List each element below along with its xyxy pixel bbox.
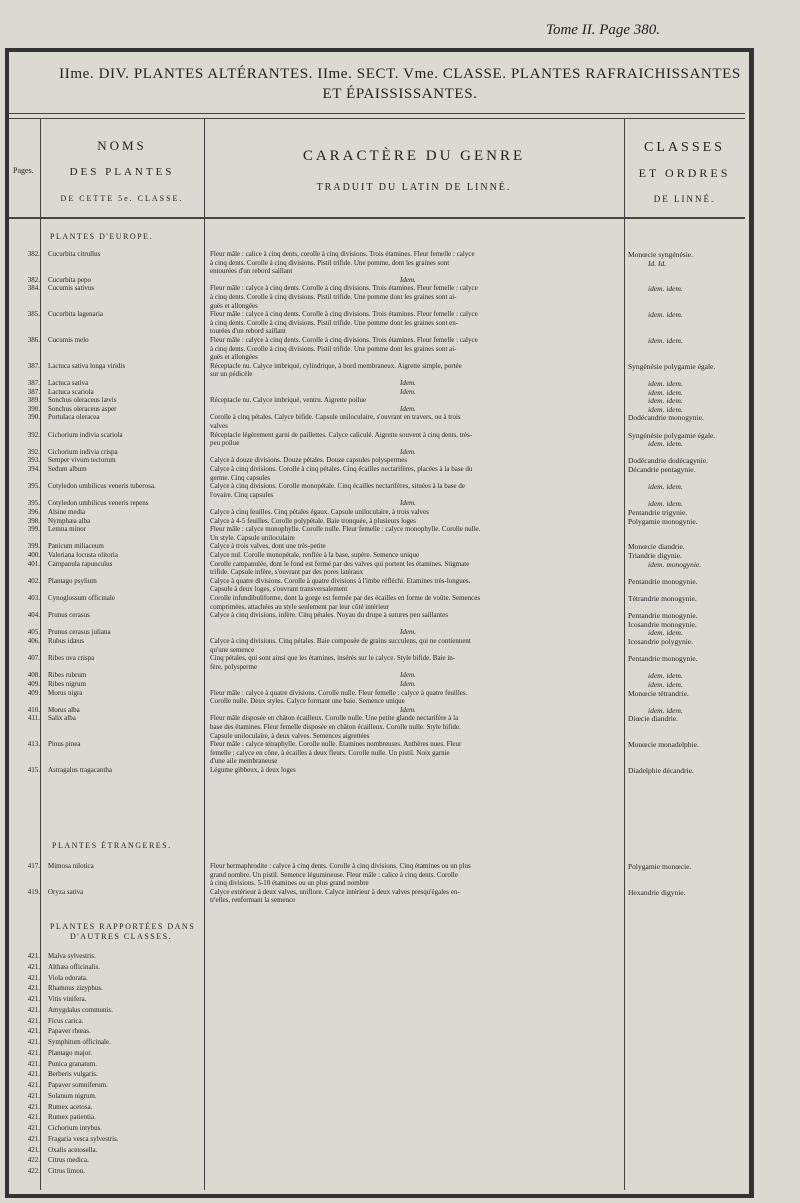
europe-character-line: Idem. (400, 671, 416, 680)
europe-character-line: guës et allongées (210, 353, 258, 362)
europe-page-number: 392. (27, 447, 40, 456)
europe-character-line: Fleur mâle : calyce à cinq dents. Corolle à cinq divisions. Trois étamines. Fleur femelle : calyce (210, 336, 478, 344)
europe-character-line: Idem. (400, 499, 416, 508)
rapportee-page-number: 421. (27, 1027, 40, 1036)
page-title: IIme. DIV. PLANTES ALTÉRANTES. IIme. SECT. Vme. CLASSE. PLANTES RAFRAICHISSANTES (59, 66, 741, 82)
rapportee-page-number: 421. (27, 1134, 40, 1143)
europe-character-line: germe. Cinq capsules (210, 473, 271, 482)
rapportee-plant-name: Vitis vinifera. (48, 995, 87, 1004)
europe-linne-class: Id. Id. (648, 258, 667, 268)
europe-character-line: Idem. (400, 387, 416, 396)
header-ordres: ET ORDRES (638, 166, 731, 180)
rapportee-page-number: 421. (27, 984, 40, 993)
europe-plant-name: Panicum miliaceum (48, 542, 104, 551)
header-pages: Pages. (13, 166, 34, 175)
europe-linne-class: idem. idem. (648, 396, 683, 406)
rapportee-plant-name: Ficus carica. (48, 1016, 84, 1025)
europe-linne-class: Dodécandrie dodécagynie. (628, 456, 708, 466)
europe-plant-name: Lactuca sativa longa viridis (48, 361, 126, 370)
europe-plant-name: Lactuca sativa (48, 379, 89, 387)
etrangeres-plant-name: Mimosa nilotica (48, 862, 94, 870)
europe-plant-name: Morus nigra (48, 688, 83, 697)
europe-page-number: 387. (27, 379, 40, 387)
rapportee-plant-name: Plantago major. (48, 1048, 92, 1057)
europe-page-number: 411. (28, 714, 40, 723)
europe-linne-class: Monœcie monadelphie. (628, 740, 699, 750)
etrangeres-linne-class: Hexandrie digynie. (628, 887, 686, 897)
europe-linne-class: Diœcie diandrie. (628, 714, 678, 724)
europe-character-line: Idem. (400, 404, 416, 413)
europe-plant-name: Cucurbita pepo (48, 275, 91, 284)
europe-character-line: fère, polysperme (210, 662, 258, 671)
europe-linne-class: Triandrie digynie. (628, 551, 682, 560)
europe-plant-name: Portulaca oleracea (48, 413, 100, 422)
europe-plant-name: Cucumis melo (48, 336, 89, 344)
europe-character-line: Corolle nulle. Deux styles. Calyce formant une baie. Semence unique (210, 697, 405, 706)
header-classes: CLASSES (644, 140, 725, 155)
europe-character-line: Calyce à 4-5 feuilles. Corolle polypétale. Baie tronquée, à plusieurs loges (210, 516, 416, 525)
europe-plant-name: Cichorium indivia scariola (48, 430, 123, 439)
europe-character-line: Calyce à douze divisions. Douze pétales. Douze capsules polyspermes (210, 456, 408, 465)
col-divider-noms (204, 118, 205, 1190)
running-head: Tome II. Page 380. (546, 22, 661, 38)
europe-plant-name: Ribes uva crispa (48, 654, 95, 663)
rapportee-page-number: 422. (27, 1156, 40, 1165)
europe-page-number: 393. (27, 456, 40, 465)
rapportee-plant-name: Rumex acetosa. (48, 1102, 93, 1111)
rapportee-page-number: 421. (27, 1081, 40, 1090)
header-traduit: TRADUIT DU LATIN DE LINNÉ. (316, 182, 512, 193)
europe-linne-class: idem. idem. (648, 310, 683, 320)
etrangeres-page-number: 419. (27, 887, 40, 896)
europe-page-number: 407. (27, 654, 40, 663)
europe-linne-class: idem. idem. (648, 379, 683, 388)
europe-plant-name: Alsine media (48, 508, 86, 516)
europe-plant-name: Valeriana locusta olitoria (48, 551, 118, 559)
etrangeres-character-line: Fleur hermaphrodite : calyce à cinq dents. Corolle à cinq divisions. Cinq étamines ou un plus (210, 862, 471, 870)
europe-plant-name: Pinus pinea (48, 740, 81, 749)
europe-character-line: Calyce à cinq divisions, infère. Cinq pétales. Noyau du drupe à sutures peu saillantes (210, 611, 448, 620)
europe-linne-class: Décandrie pentagynie. (628, 465, 696, 474)
etrangeres-character-line: à cinq divisions. 5-10 étamines ou un plus grand nombre (210, 879, 369, 888)
rapportee-plant-name: Oxalis acetosella. (48, 1145, 98, 1154)
europe-plant-name: Lactuca scariola (48, 387, 94, 396)
europe-page-number: 399. (27, 525, 40, 534)
europe-page-number: 382. (27, 275, 40, 284)
rapportee-plant-name: Punica granatum. (48, 1059, 97, 1068)
europe-page-number: 395. (27, 482, 40, 491)
europe-linne-class: idem. idem. (648, 439, 683, 449)
europe-plant-name: Campanula rapunculus (48, 559, 113, 568)
rapportee-page-number: 421. (27, 995, 40, 1004)
europe-page-number: 387. (27, 361, 40, 370)
europe-character-line: Idem. (400, 275, 416, 284)
europe-character-line: à cinq dents. Corolle à cinq divisions. Pistil trifide. Une pomme dont les graines sont en- (210, 318, 459, 327)
europe-plant-name: Rubus idæus (48, 637, 84, 645)
europe-page-number: 408. (27, 671, 40, 680)
europe-page-number: 394. (27, 465, 40, 473)
europe-character-line: Fleur mâle : calyce tétraphylle. Corolle nulle. Etamines nombreuses. Anthères nues. Fleur (210, 740, 462, 749)
europe-linne-class: Polygamie monogynie. (628, 516, 698, 526)
europe-plant-name: Morus alba (48, 705, 80, 714)
europe-linne-class: Diadelphie décandrie. (628, 766, 694, 775)
europe-page-number: 402. (27, 576, 40, 585)
europe-character-line: Corolle infundibuliforme, dont la gorge est fermée par des écailles en forme de voûte. Semences (210, 594, 481, 602)
europe-character-line: Fleur mâle disposée en châton écailleux. Corolle nulle. Une petite glande nectarifère à la (210, 714, 459, 723)
europe-character-line: Cinq pétales, qui sont ainsi que les étamines, insérés sur le calyce. Style bifide. Baie in- (210, 654, 456, 663)
rapportee-page-number: 421. (27, 1048, 40, 1057)
rapportee-plant-name: Citrus limon. (48, 1167, 85, 1176)
europe-page-number: 403. (27, 594, 40, 602)
europe-character-line: Calyce nul. Corolle monopétale, renflée à la base, supère. Semence unique (210, 551, 420, 559)
europe-character-line: Calyce à cinq divisions. Cinq pétales. Baie composée de grains succulens, qui ne contiennent (210, 637, 471, 645)
europe-page-number: 392. (27, 430, 40, 439)
europe-character-line: Capsule uniloculaire, à deux valves. Semences aigrettées (210, 731, 370, 740)
europe-character-line: femelle : calyce en cône, à écailles à deux fleurs. Corolle nulle. Un pistil. Noix garnie (210, 748, 450, 757)
rapportee-page-number: 421. (27, 973, 40, 982)
europe-page-number: 409. (27, 680, 40, 688)
europe-linne-class: idem. idem. (648, 499, 683, 509)
col-divider-classes (624, 118, 625, 1190)
rapportee-plant-name: Rhamnus zizyphus. (48, 984, 103, 993)
europe-character-line: à cinq dents. Corolle à cinq divisions. Pistil trifide. Une pomme, dont les graines sont (210, 258, 450, 267)
rapportee-page-number: 421. (27, 1070, 40, 1079)
rapportee-plant-name: Papaver somniferum. (48, 1081, 108, 1090)
europe-character-line: Calyce à cinq feuilles. Cinq pétales égaux. Capsule uniloculaire, à trois valves (210, 508, 429, 516)
header-noms: NOMS (97, 138, 147, 153)
header-de-linne: DE LINNÉ. (653, 194, 716, 204)
europe-plant-name: Ribes nigrum (48, 680, 86, 688)
europe-character-line: Légume gibbeux, à deux loges (210, 766, 296, 774)
europe-plant-name: Nymphæa alba (48, 516, 91, 525)
europe-plant-name: Cotyledon umbilicus veneris tuberosa. (48, 482, 156, 491)
europe-character-line: qu'une semence (210, 645, 255, 654)
europe-character-line: à cinq dents. Corolle à cinq divisions. Pistil trifide. Une pomme dont les graines sont ai- (210, 344, 457, 353)
europe-plant-name: Sedum album (48, 465, 87, 473)
europe-character-line: tourées d'un rebord saillant (210, 327, 286, 336)
europe-character-line: Calyce à quatre divisions. Corolle à quatre divisions à l'imbe réfléchi. Etamines très-longues. (210, 576, 471, 585)
europe-character-line: valves (210, 422, 228, 430)
rapportee-plant-name: Solanum nigrum. (48, 1091, 97, 1100)
europe-page-number: 390. (27, 413, 40, 422)
europe-page-number: 406. (27, 637, 40, 645)
rapportee-plant-name: Althæa officinalis. (48, 962, 100, 971)
europe-plant-name: Astragalus tragacantha (48, 766, 112, 774)
rule-header (9, 217, 745, 219)
europe-linne-class: Pentandrie monogynie. (628, 576, 698, 586)
rapportee-plant-name: Fragaria vesca sylvestris. (48, 1134, 119, 1143)
europe-page-number: 384. (27, 284, 40, 293)
europe-page-number: 413. (27, 740, 40, 749)
europe-plant-name: Cynoglossum officinale (48, 594, 115, 602)
europe-page-number: 390. (27, 404, 40, 413)
europe-page-number: 385. (27, 310, 40, 319)
europe-linne-class: Monœcie syngénésie. (628, 250, 693, 259)
europe-plant-name: Cotyledon umbilicus veneris repens (48, 499, 149, 508)
europe-plant-name: Plantago psylium (48, 576, 97, 585)
rapportee-page-number: 421. (27, 1124, 40, 1133)
europe-plant-name: Prunus cerasus (48, 611, 90, 620)
section-rapportees-line2: D'AUTRES CLASSES. (70, 932, 173, 941)
europe-page-number: 410. (27, 705, 40, 714)
europe-character-line: Idem. (400, 447, 416, 456)
europe-character-line: Idem. (400, 379, 416, 387)
header-caractere: CARACTÈRE DU GENRE (302, 148, 526, 164)
europe-character-line: Fleur mâle : calyce à quatre divisions. Corolle nulle. Fleur femelle : calyce à quatre feuilles. (210, 688, 468, 697)
rapportee-plant-name: Symphitum officinale. (48, 1038, 111, 1047)
europe-linne-class: idem. idem. (648, 705, 683, 715)
europe-plant-name: Lemna minor (48, 525, 86, 534)
section-europe: PLANTES D'EUROPE. (50, 232, 153, 241)
europe-character-line: Idem. (400, 705, 416, 714)
europe-character-line: d'une aile membraneuse (210, 757, 278, 766)
europe-character-line: Capsule à deux loges, s'ouvrant transversalement (210, 585, 348, 594)
europe-linne-class: Tétrandrie monogynie. (628, 594, 697, 603)
rapportee-page-number: 421. (27, 952, 40, 960)
europe-linne-class: idem. idem. (648, 284, 683, 294)
rapportee-plant-name: Malva sylvestris. (48, 952, 96, 960)
europe-character-line: base des étamines. Fleur femelle disposée en châton écailleux. Corolle nulle. Style bifide. (210, 723, 461, 731)
europe-character-line: Réceptacle nu. Calyce imbriqué, cylindrique, à bord membraneux. Aigrette simple, portée (210, 361, 462, 370)
europe-linne-class: Pentandrie trigynie. (628, 508, 688, 517)
europe-linne-class: idem. monogynie. (648, 559, 702, 569)
europe-page-number: 401. (27, 559, 40, 568)
europe-linne-class: Pentandrie monogynie. (628, 654, 698, 664)
europe-plant-name: Ribes rubrum (48, 671, 87, 680)
etrangeres-page-number: 417. (27, 862, 40, 870)
rapportee-plant-name: Citrus medica. (48, 1156, 89, 1165)
europe-character-line: Réceptacle légèrement garni de paillettes. Calyce caliculé. Aigrette souvent à cinq dents, très- (210, 430, 473, 439)
etrangeres-plant-name: Oryza sativa (48, 887, 84, 896)
europe-page-number: 386. (27, 336, 40, 344)
europe-page-number: 396. (27, 508, 40, 516)
europe-character-line: Idem. (400, 680, 416, 688)
europe-character-line: Fleur mâle : calyce monophylle. Corolle nulle. Fleur femelle : calyce monophylle. Corolle nulle. (210, 525, 481, 534)
header-des-plantes: DES PLANTES (69, 166, 175, 178)
rapportee-page-number: 421. (27, 1059, 40, 1068)
europe-character-line: peu poilue (210, 439, 240, 448)
page-subtitle: ET ÉPAISSISSANTES. (322, 86, 478, 102)
rapportee-plant-name: Cichorium intybus. (48, 1124, 103, 1133)
europe-linne-class: idem. idem. (648, 680, 683, 689)
europe-page-number: 395. (27, 499, 40, 508)
europe-character-line: guës et allongées (210, 301, 258, 310)
europe-plant-name: Sonchus oleraceus lævis (48, 396, 117, 405)
europe-plant-name: Cucurbita lagenaria (48, 310, 104, 319)
europe-linne-class: Monœcie diandrie. (628, 542, 685, 552)
europe-plant-name: Sonchus oleraceus asper (48, 404, 117, 413)
europe-character-line: Corolle campanulée, dont le fond est fermé par des valves qui portent les étamines. Stigmate (210, 559, 470, 568)
rapportee-plant-name: Papaver rhœas. (48, 1027, 91, 1036)
rapportee-plant-name: Rumex patientia. (48, 1113, 96, 1122)
europe-linne-class: idem. idem. (648, 482, 683, 492)
rapportee-plant-name: Amygdalus communis. (48, 1005, 113, 1014)
europe-page-number: 382. (27, 250, 40, 258)
europe-page-number: 405. (27, 628, 40, 637)
europe-linne-class: Monœcie tétrandrie. (628, 688, 689, 698)
europe-page-number: 404. (27, 611, 40, 620)
rapportee-plant-name: Berberis vulgaris. (48, 1070, 98, 1079)
europe-character-line: à cinq dents. Corolle à cinq divisions. Pistil trifide. Une pomme dont les graines sont ai- (210, 293, 457, 301)
europe-linne-class: idem. idem. (648, 336, 683, 345)
europe-character-line: Réceptacle nu. Calyce imbriqué, ventru. Aigrette poilue (210, 396, 367, 405)
rapportee-plant-name: Viola odorata. (48, 973, 88, 982)
europe-page-number: 398. (27, 516, 40, 525)
europe-character-line: Corolle à cinq pétales. Calyce bifide. Capsule uniloculaire, s'ouvrant en travers, ou à trois (210, 413, 461, 422)
rapportee-page-number: 421. (27, 1005, 40, 1014)
europe-linne-class: idem. idem. (648, 628, 683, 638)
europe-character-line: l'ovaire. Cinq capsules (210, 490, 274, 499)
rapportee-page-number: 421. (27, 1016, 40, 1025)
europe-linne-class: idem. idem. (648, 387, 683, 397)
europe-character-line: trifide. Capsule infère, s'ouvrant par des pores latéraux (210, 568, 364, 577)
europe-character-line: Calyce à cinq divisions. Corolle monopétale. Cinq écailles nectarifères, situées à la base de (210, 482, 466, 491)
europe-linne-class: Syngénésie polygamie égale. (628, 361, 716, 371)
europe-linne-class: Icosandrie monogynie. (628, 619, 697, 629)
europe-linne-class: Dodécandrie monogynie. (628, 413, 704, 423)
europe-character-line: sur un pédicèle (210, 370, 253, 379)
europe-page-number: 415. (27, 766, 40, 774)
europe-character-line: entourées d'un rebord saillant (210, 267, 293, 276)
europe-linne-class: Syngénésie polygamie égale. (628, 430, 716, 440)
rapportee-page-number: 421. (27, 1145, 40, 1154)
section-etrangeres: PLANTES ÉTRANGERES. (52, 841, 172, 850)
header-cette-classe: DE CETTE 5e. CLASSE. (60, 194, 184, 203)
europe-character-line: Fleur mâle : calyce à cinq dents. Corolle à cinq divisions. Trois étamines. Fleur femelle : calyce (210, 310, 478, 319)
europe-character-line: Fleur mâle : calyce à cinq dents. Corolle à cinq divisions. Trois étamines. Fleur femelle : calyce (210, 284, 478, 293)
rule-top (9, 113, 745, 114)
rule-top-double (9, 118, 745, 119)
europe-character-line: Calyce à cinq divisions. Corolle à cinq pétales. Cinq écailles nectarifères, placées à la base du (210, 465, 473, 473)
rapportee-page-number: 421. (27, 962, 40, 971)
europe-page-number: 400. (27, 551, 40, 559)
europe-plant-name: Salix alba (48, 714, 76, 723)
rapportee-page-number: 421. (27, 1038, 40, 1047)
europe-plant-name: Cucurbita citrullus (48, 250, 101, 258)
col-divider-pages (40, 118, 41, 1190)
rapportee-page-number: 421. (27, 1091, 40, 1100)
europe-linne-class: idem. idem. (648, 671, 683, 681)
rapportee-page-number: 421. (27, 1113, 40, 1122)
europe-linne-class: Icosandrie polygynie. (628, 637, 693, 646)
europe-character-line: comprimées, attachées au style seulement par leur côté intérieur (210, 602, 390, 611)
europe-character-line: Calyce à trois valves, dont une très-petite (210, 542, 326, 551)
europe-linne-class: idem. idem. (648, 404, 683, 414)
etrangeres-character-line: Calyce extérieur à deux valves, uniflore. Calyce intérieur à deux valves presqu'égales en- (210, 887, 460, 896)
europe-plant-name: Prunus cerasus juliana (48, 628, 111, 637)
europe-page-number: 387. (27, 387, 40, 396)
etrangeres-character-line: tr'elles, renfermant la semence (210, 896, 296, 905)
etrangeres-linne-class: Polygamie monœcie. (628, 862, 692, 871)
europe-page-number: 389. (27, 396, 40, 405)
europe-character-line: Un style. Capsule uniloculaire (210, 533, 295, 542)
europe-character-line: Idem. (400, 628, 416, 637)
europe-page-number: 399. (27, 542, 40, 551)
europe-plant-name: Semper vivum tectorum (48, 456, 116, 465)
europe-character-line: Fleur mâle : calice à cinq dents, corolle à cinq divisions. Trois étamines. Fleur femelle : calyce (210, 250, 475, 258)
etrangeres-character-line: grand nombre. Un pistil. Semence légumineuse. Fleur mâle : calice à cinq dents. Corolle (210, 870, 458, 879)
europe-linne-class: Pentandrie monogynie. (628, 611, 698, 621)
rapportee-page-number: 422. (27, 1167, 40, 1176)
europe-plant-name: Cucumis sativus (48, 284, 95, 293)
rapportee-page-number: 421. (27, 1102, 40, 1111)
europe-plant-name: Cichorium indivia crispa (48, 447, 118, 456)
europe-page-number: 409. (27, 688, 40, 697)
section-rapportees: PLANTES RAPPORTÉES DANS (50, 922, 196, 931)
